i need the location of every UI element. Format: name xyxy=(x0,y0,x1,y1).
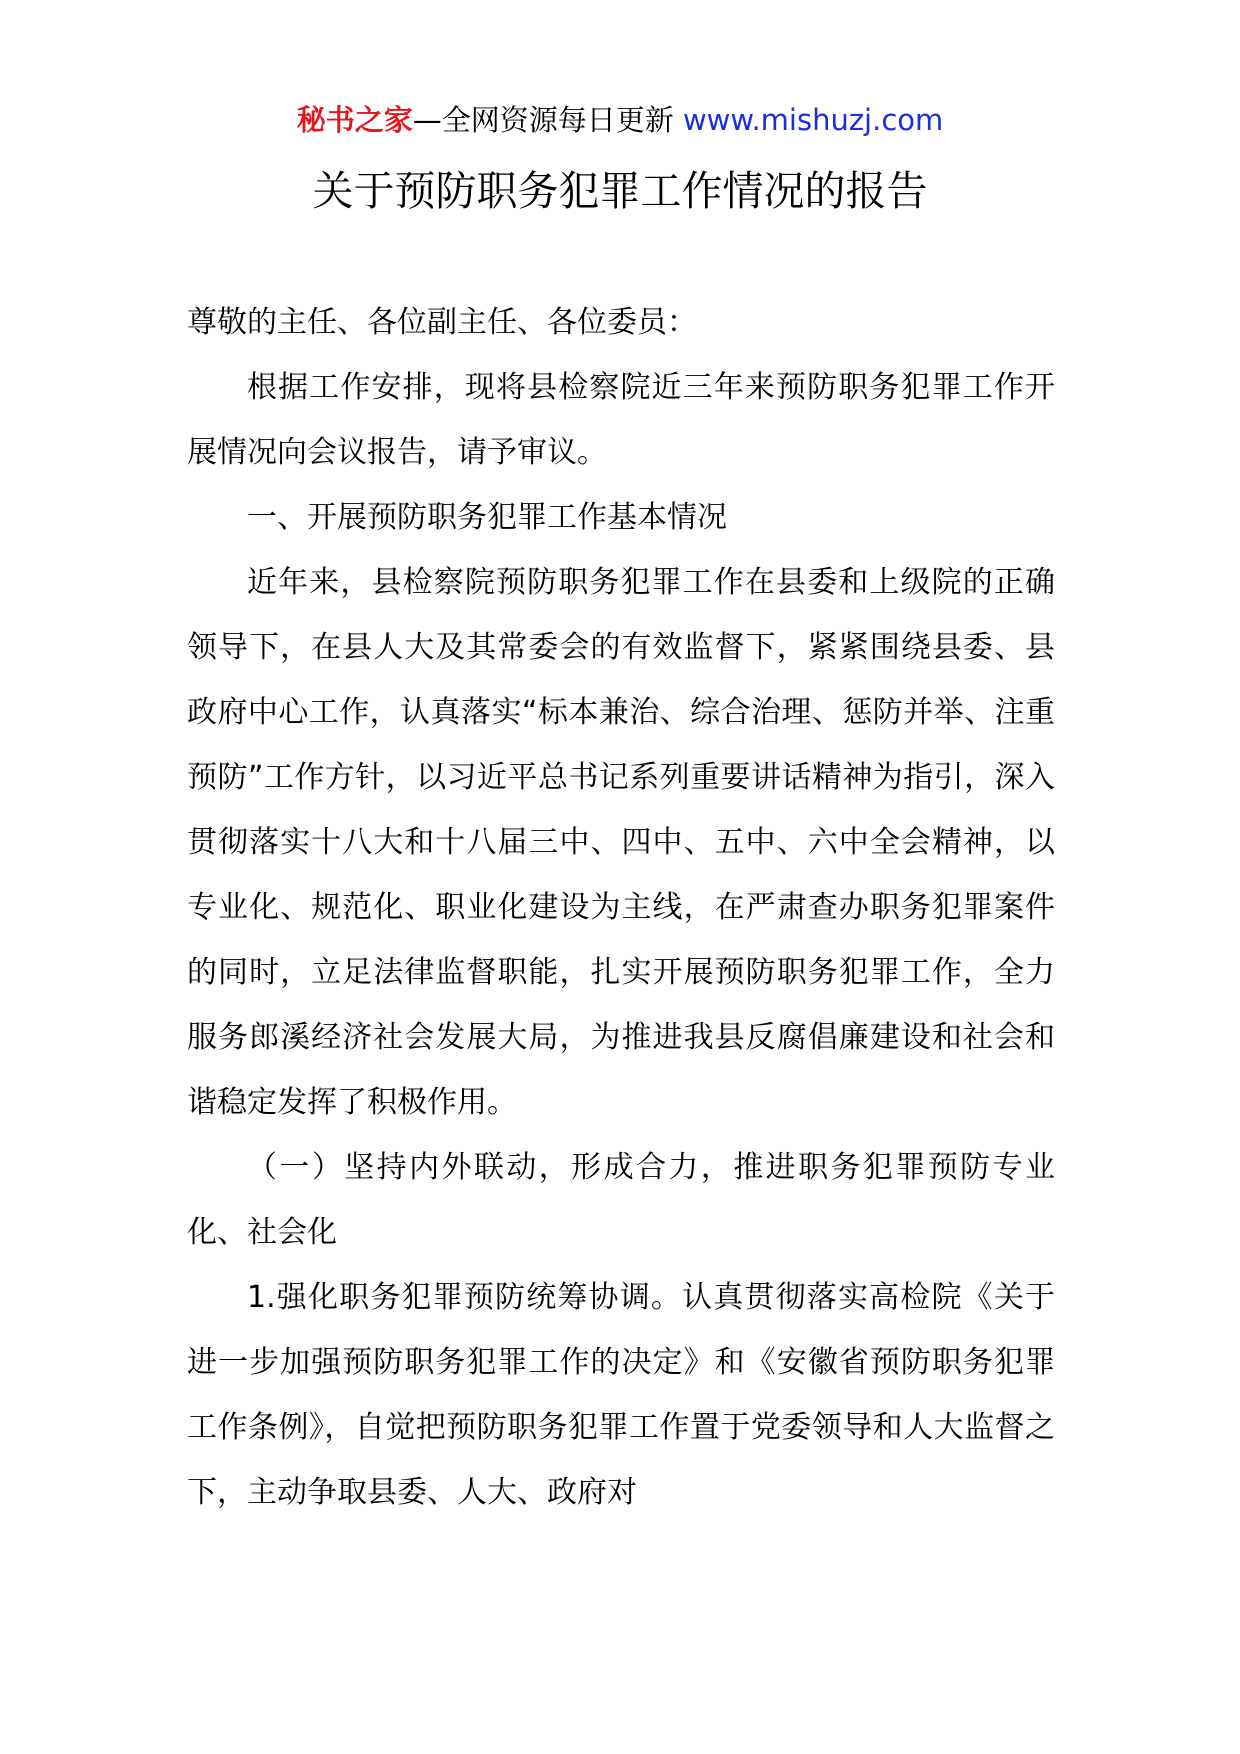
header-tagline: —全网资源每日更新 xyxy=(412,103,674,137)
document-title: 关于预防职务犯罪工作情况的报告 xyxy=(312,167,928,215)
site-header xyxy=(0,100,1240,140)
site-url[interactable]: www.mishuzj.com xyxy=(682,103,944,137)
paragraph: 根据工作安排，现将县检察院近三年来预防职务犯罪工作开展情况向会议报告，请予审议。 xyxy=(187,370,1055,470)
document-body xyxy=(187,290,1055,1525)
paragraph: 1.强化职务犯罪预防统筹协调。认真贯彻落实高检院《关于进一步加强预防职务犯罪工作的决定》和《安徽省预防职务犯罪工作条例》，自觉把预防职务犯罪工作置于党委领导和人大监督之下，主动争取县委、人大、政府对 xyxy=(187,1280,1055,1510)
paragraph: 近年来，县检察院预防职务犯罪工作在县委和上级院的正确领导下，在县人大及其常委会的有效监督下，紧紧围绕县委、县政府中心工作，认真落实“标本兼治、综合治理、惩防并举、注重预防”工作方针，以习近平总书记系列重要讲话精神为指引，深入贯彻落实十八大和十八届三中、四中、五中、六中全会精神，以专业化、规范化、职业化建设为主线，在严肃查办职务犯罪案件的同时，立足法律监督职能，扎实开展预防职务犯罪工作，全力服务郎溪经济社会发展大局，为推进我县反腐倡廉建设和社会和谐稳定发挥了积极作用。 xyxy=(187,565,1055,1120)
brand-name: 秘书之家 xyxy=(296,103,413,137)
subsection-heading: （一）坚持内外联动，形成合力，推进职务犯罪预防专业化、社会化 xyxy=(187,1150,1055,1250)
section-heading: 一、开展预防职务犯罪工作基本情况 xyxy=(247,500,727,535)
salutation: 尊敬的主任、各位副主任、各位委员： xyxy=(187,305,697,340)
